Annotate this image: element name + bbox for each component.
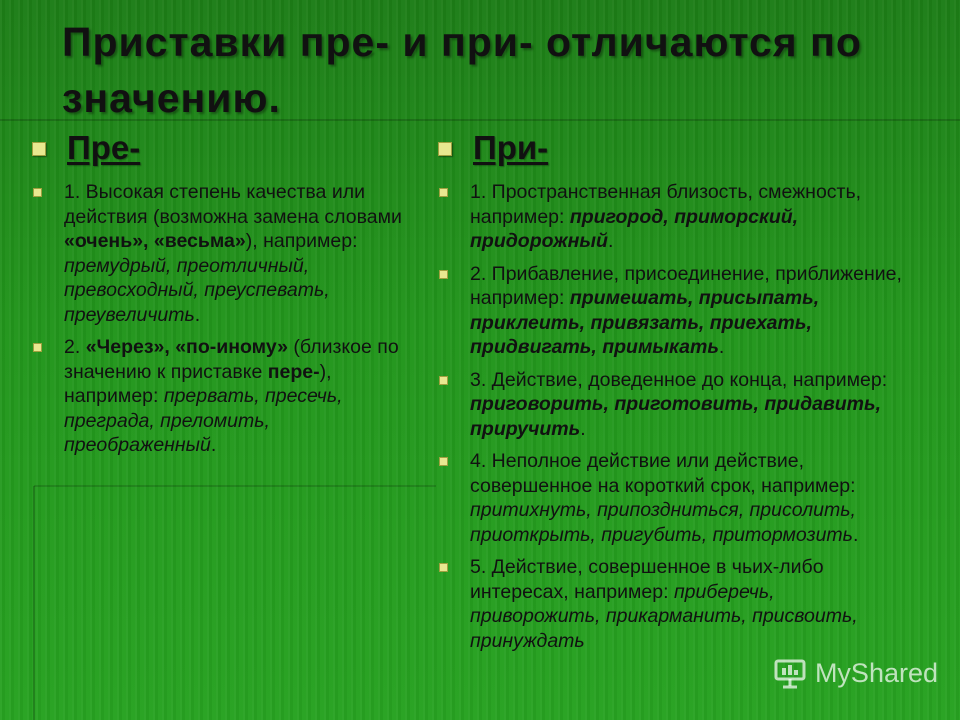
heading-pri (436, 128, 906, 168)
list-item-pri-4 (436, 449, 906, 547)
list-item-text: 2. «Через», «по-иному» (близкое по значению к приставке пере-), например: прервать, пресечь, преграда, преломить, преображенный. (64, 336, 399, 456)
column-pre (30, 128, 410, 466)
square-bullet-icon (439, 376, 448, 385)
heading-pre (30, 128, 410, 168)
square-bullet-icon (33, 343, 42, 352)
list-item-pre-1 (30, 180, 410, 327)
list-item-text: 5. Действие, совершенное в чьих-либо интересах, например: приберечь, приворожить, прикарманить, присвоить, принуждать (470, 556, 858, 652)
list-item-pri-3 (436, 368, 906, 442)
list-item-text: 1. Пространственная близость, смежность, например: пригород, приморский, придорожный. (470, 181, 862, 252)
watermark-text: MyShared (814, 657, 938, 688)
square-bullet-icon (32, 142, 46, 156)
list-item-pri-1 (436, 180, 906, 254)
list-item-text: 3. Действие, доведенное до конца, например: приговорить, приготовить, придавить, приручить. (470, 368, 888, 440)
square-bullet-icon (438, 142, 452, 156)
list-item-text: 2. Прибавление, присоединение, приближение, например: примешать, присыпать, приклеить, привязать, приехать, придвигать, примыкать. (470, 262, 902, 358)
list-item-pri-2 (436, 262, 906, 360)
square-bullet-icon (33, 188, 42, 197)
heading-pri-label: При- (473, 129, 549, 166)
list-item-text: 4. Неполное действие или действие, совершенное на короткий срок, например: притихнуть, припоздниться, присолить, приоткрыть, пригубить, притормозить. (470, 450, 859, 546)
list-item-text: 1. Высокая степень качества или действия (возможна замена словами «очень», «весьма»), например: премудрый, преотличный, превосходный, преуспевать, преувеличить. (64, 181, 402, 326)
list-item-pre-2 (30, 335, 410, 458)
slide-title: Приставки пре- и при- отличаются по значению. (62, 19, 862, 121)
square-bullet-icon (439, 563, 448, 572)
square-bullet-icon (439, 270, 448, 279)
presentation-logo-icon (773, 656, 807, 690)
heading-pre-label: Пре- (67, 129, 141, 166)
myshared-watermark (773, 656, 938, 690)
list-item-pri-5 (436, 555, 906, 653)
square-bullet-icon (439, 457, 448, 466)
column-pri (436, 128, 906, 661)
square-bullet-icon (439, 188, 448, 197)
